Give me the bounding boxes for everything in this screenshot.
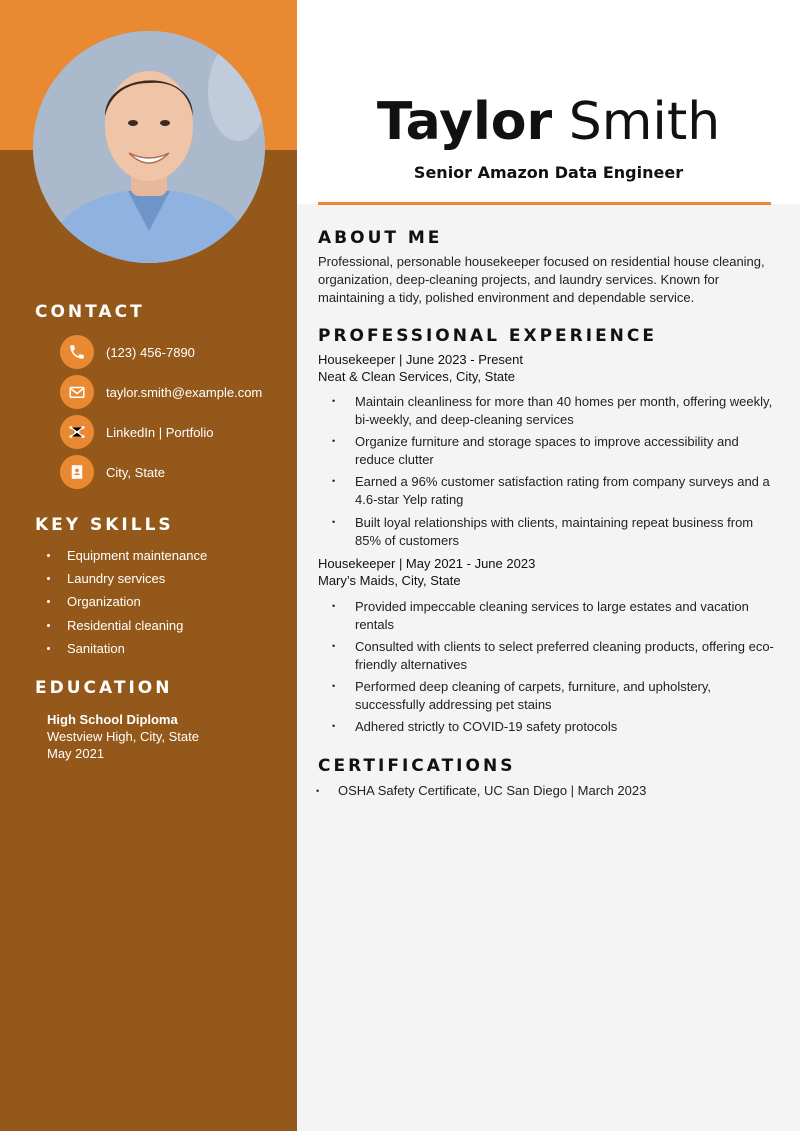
job-subtitle: Senior Amazon Data Engineer [413, 163, 684, 182]
contact-heading: CONTACT [35, 302, 145, 322]
about-text: Professional, personable housekeeper focused on residential house cleaning, organization, deep-cleaning projects, and laundry services. Known for maintaining a tidy, polished environment and dependable service. [318, 254, 765, 305]
contact-links-text: LinkedIn | Portfolio [106, 424, 214, 440]
education-date: May 2021 [47, 746, 105, 761]
job-bullet: • Performed deep cleaning of carpets, furniture, and upholstery, successfully addressing pet stains [332, 679, 712, 712]
education-degree: High School Diploma [47, 712, 178, 727]
full-name [297, 90, 800, 154]
contact-email[interactable] [60, 375, 262, 409]
job-title: Housekeeper | June 2023 - Present [318, 352, 524, 367]
header-divider [318, 202, 771, 205]
contact-phone-text: (123) 456-7890 [106, 344, 195, 360]
skill-item: Sanitation [47, 641, 125, 656]
contact-email-text: taylor.smith@example.com [106, 384, 263, 400]
first-name: Taylor [376, 92, 553, 152]
contact-location [60, 455, 165, 489]
network-icon [60, 415, 94, 449]
job-company: Mary’s Maids, City, State [318, 573, 461, 588]
education-heading: EDUCATION [35, 678, 173, 698]
last-name: Smith [568, 92, 721, 152]
certifications-heading: CERTIFICATIONS [318, 756, 516, 776]
skill-item: Residential cleaning [47, 618, 183, 633]
email-icon [60, 375, 94, 409]
skill-item: Laundry services [47, 571, 165, 586]
job-bullet: • Provided impeccable cleaning services to large estates and vacation rentals [332, 599, 749, 632]
skills-heading: KEY SKILLS [35, 515, 174, 535]
profile-photo [33, 31, 265, 263]
address-book-icon [60, 455, 94, 489]
sidebar [0, 150, 297, 1131]
job-company: Neat & Clean Services, City, State [318, 369, 516, 384]
education-school: Westview High, City, State [47, 729, 199, 744]
contact-phone[interactable] [60, 335, 195, 369]
job-bullet: • Organize furniture and storage spaces to improve accessibility and reduce clutter [332, 434, 739, 467]
skill-item: Equipment maintenance [47, 548, 207, 563]
contact-links[interactable] [60, 415, 213, 449]
contact-location-text: City, State [106, 464, 166, 480]
job-bullet: • Built loyal relationships with clients, maintaining repeat business from 85% of customers [332, 515, 754, 548]
job-bullet: • Maintain cleanliness for more than 40 homes per month, offering weekly, bi-weekly, and deep-cleaning services [332, 394, 773, 427]
job-bullet: • Consulted with clients to select preferred cleaning products, offering eco-friendly alternatives [332, 639, 774, 672]
job-bullet: • Earned a 96% customer satisfaction rating from company surveys and a 4.6-star Yelp rating [332, 474, 770, 507]
phone-icon [60, 335, 94, 369]
job-title: Housekeeper | May 2021 - June 2023 [318, 556, 536, 571]
about-heading: ABOUT ME [318, 228, 443, 248]
certification-item: • OSHA Safety Certificate, UC San Diego | March 2023 [316, 783, 647, 798]
skill-item: Organization [47, 594, 141, 609]
job-bullet: • Adhered strictly to COVID-19 safety protocols [332, 719, 618, 734]
experience-heading: PROFESSIONAL EXPERIENCE [318, 326, 657, 346]
